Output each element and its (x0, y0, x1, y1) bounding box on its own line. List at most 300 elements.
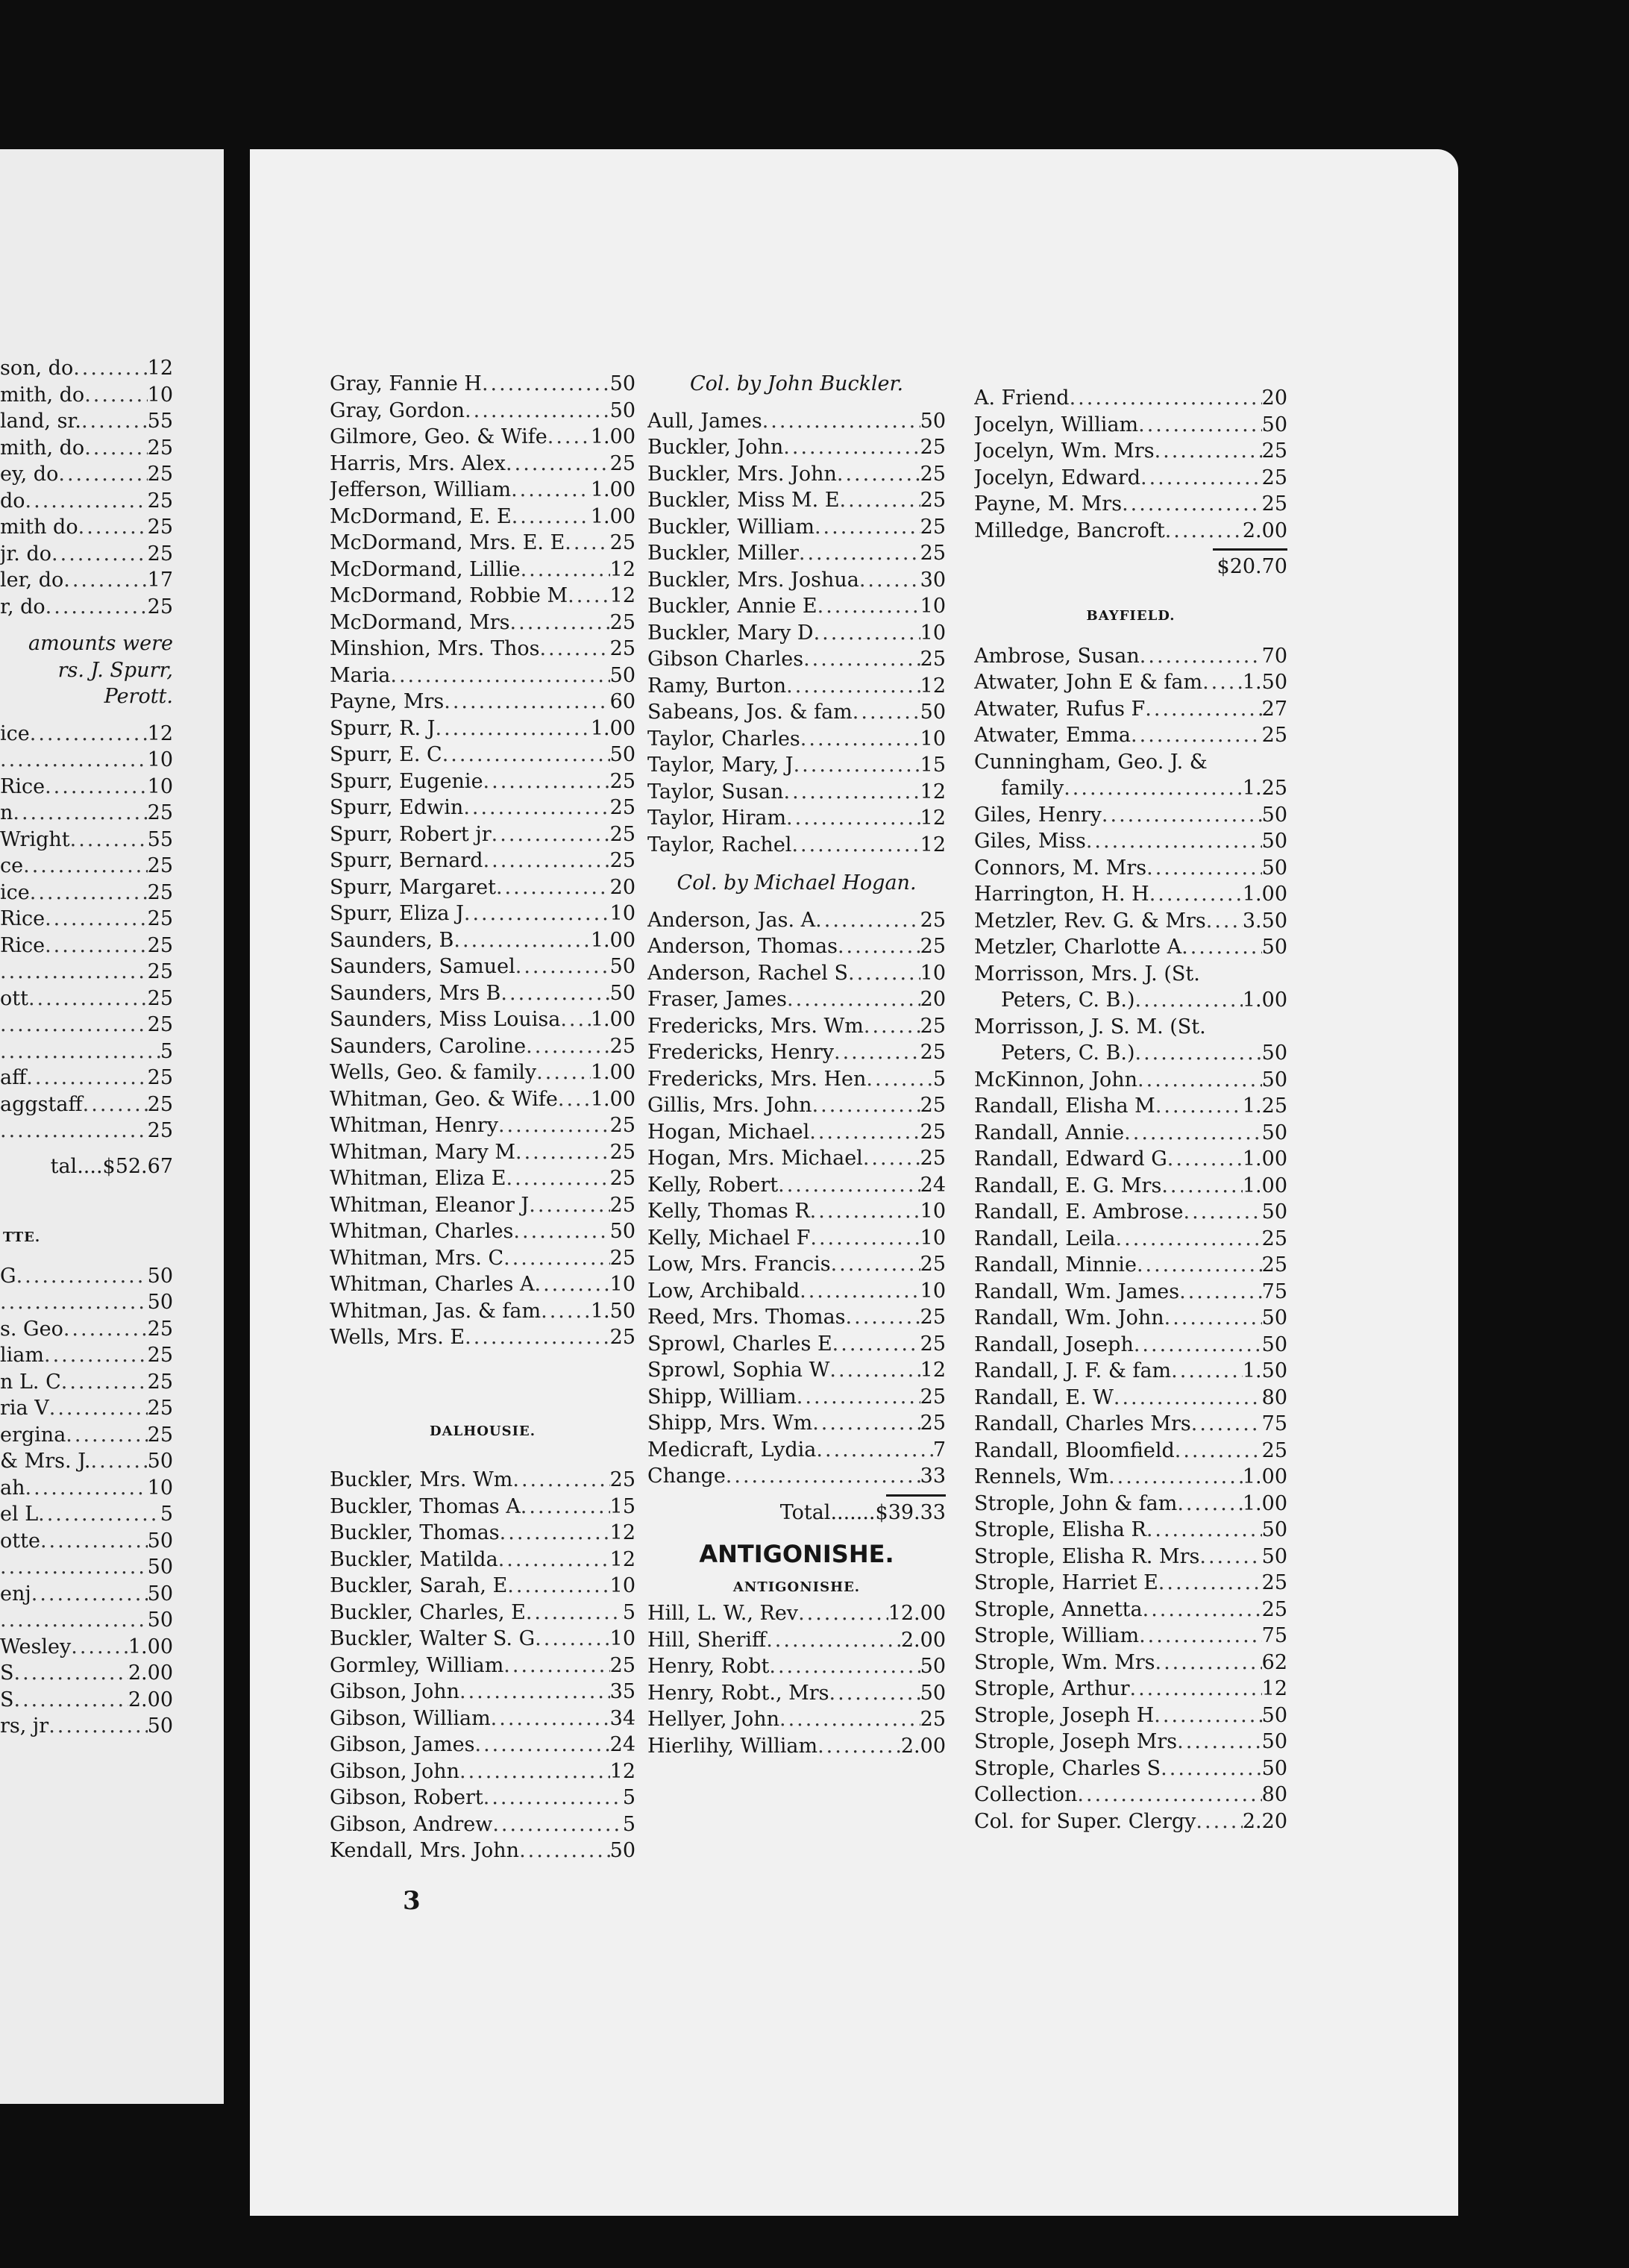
list-item (647, 408, 946, 435)
leader-dots (442, 742, 610, 768)
entry-amount: 25 (920, 935, 946, 958)
leader-dots (45, 594, 148, 621)
leader-dots (71, 1634, 128, 1661)
leader-dots (1155, 1650, 1262, 1676)
leader-dots (797, 1384, 920, 1411)
list-item (647, 832, 946, 859)
list-item (330, 953, 635, 980)
entry-amount: 25 (1261, 1438, 1287, 1462)
leader-dots (521, 1494, 610, 1520)
entry-name: Buckler, John (647, 436, 784, 459)
entry-name: Strople, Joseph H (974, 1703, 1155, 1727)
list-item (330, 874, 635, 901)
list-item (330, 371, 635, 398)
entry-amount: 50 (147, 1608, 173, 1632)
entry-amount: 1.50 (1242, 671, 1287, 694)
leader-dots (798, 1600, 888, 1627)
list-item (974, 749, 1287, 776)
list-item (0, 1554, 173, 1581)
entry-amount: 1.00 (590, 1008, 635, 1031)
leader-dots (519, 1838, 610, 1864)
leader-dots (500, 980, 609, 1007)
entry-amount: 25 (920, 542, 946, 565)
list-item (647, 933, 946, 960)
entry-amount: 25 (920, 1120, 946, 1144)
leader-dots (84, 435, 147, 462)
list-item (0, 1528, 173, 1555)
leader-dots (1135, 1040, 1262, 1067)
entry-name: rs, jr (0, 1714, 49, 1738)
list-item (0, 1369, 173, 1396)
leader-dots (1146, 855, 1262, 882)
list-item (330, 1838, 635, 1864)
entry-name: Spurr, Bernard (330, 849, 483, 872)
entry-name: Jocelyn, Wm. Mrs (974, 439, 1155, 463)
entry-name: jr. do (0, 542, 52, 566)
entry-amount: 1.50 (1242, 1359, 1287, 1382)
entry-amount: 50 (1261, 803, 1287, 827)
entry-amount: 1.25 (1242, 777, 1287, 800)
list-item (974, 934, 1287, 961)
leader-dots (829, 1680, 920, 1707)
entry-name: Randall, Leila (974, 1227, 1116, 1250)
list-item (974, 1438, 1287, 1465)
list-item (974, 438, 1287, 465)
entry-amount: 25 (1261, 439, 1287, 463)
entry-amount: 10 (920, 1226, 946, 1250)
leader-dots (40, 1528, 148, 1555)
entry-name: Whitman, Charles (330, 1220, 514, 1243)
entry-name: mith, do (0, 436, 85, 460)
entry-name: Taylor, Susan (647, 780, 784, 803)
entry-name: enj (0, 1582, 31, 1606)
list-item (330, 927, 635, 954)
entry-amount: 1.50 (590, 1299, 635, 1323)
entry-amount: 1.00 (1242, 1147, 1287, 1171)
entry-amount: 25 (609, 1193, 635, 1217)
entry-name: Morrisson, Mrs. J. (St. (974, 962, 1200, 986)
list-item (0, 880, 173, 906)
leader-dots (0, 1039, 160, 1065)
leader-dots (1179, 1279, 1262, 1306)
entry-amount: 25 (920, 1094, 946, 1117)
list-item (0, 1342, 173, 1369)
leader-dots (1155, 438, 1262, 465)
column-3-total: $20.70 (1217, 555, 1287, 578)
entry-amount: 25 (920, 1332, 946, 1356)
list-item (974, 1199, 1287, 1226)
entry-name: Rennels, Wm (974, 1465, 1109, 1488)
entry-amount: 1.00 (590, 478, 635, 501)
heading-antigonishe: ANTIGONISHE. (732, 1579, 861, 1595)
list-item (0, 1475, 173, 1502)
leader-dots (1181, 934, 1262, 961)
list-item (330, 1165, 635, 1192)
entry-amount: 25 (609, 822, 635, 846)
entry-name: & Mrs. J. (0, 1450, 91, 1473)
entry-amount: 2.00 (128, 1688, 173, 1711)
list-item (974, 722, 1287, 749)
entry-amount: 25 (147, 516, 173, 539)
entry-amount: 55 (147, 410, 173, 433)
entry-amount: 15 (920, 754, 946, 777)
leader-dots (799, 540, 920, 567)
entry-amount: 25 (920, 1014, 946, 1038)
leader-dots (1086, 828, 1262, 855)
list-item (330, 1139, 635, 1166)
entry-amount: 1.00 (1242, 1465, 1287, 1488)
list-item (0, 408, 173, 435)
list-item (330, 1732, 635, 1758)
list-item (0, 1687, 173, 1714)
list-item (974, 908, 1287, 935)
entry-amount: 5 (932, 1067, 946, 1091)
entry-amount: 30 (920, 568, 946, 592)
leader-dots (1139, 1623, 1262, 1650)
list-item (330, 1218, 635, 1245)
entry-name: Wells, Geo. & family (330, 1061, 537, 1084)
entry-amount: 24 (609, 1733, 635, 1756)
entry-name: n L. C (0, 1370, 61, 1394)
list-item (0, 1012, 173, 1039)
leader-dots (465, 398, 610, 425)
list-item (974, 669, 1287, 696)
entry-amount: 75 (1261, 1279, 1287, 1303)
heading-col-by-michael-hogan: Col. by Michael Hogan. (677, 871, 917, 895)
list-item (647, 1437, 946, 1464)
leader-dots (48, 1713, 147, 1740)
entry-name: Payne, Mrs (330, 690, 445, 713)
leader-dots (45, 933, 148, 959)
entry-amount: 25 (609, 1114, 635, 1137)
entry-name: Sprowl, Charles E (647, 1332, 832, 1356)
leader-dots (475, 1732, 610, 1758)
entry-amount: 5 (622, 1812, 635, 1836)
entry-name: ey, do (0, 463, 59, 486)
leader-dots (31, 1581, 148, 1608)
list-item (330, 557, 635, 583)
leader-dots (511, 477, 591, 504)
entry-name: Henry, Robt., Mrs (647, 1681, 829, 1705)
list-item (974, 1332, 1287, 1359)
leader-dots (78, 514, 148, 541)
entry-name: land, sr. (0, 410, 81, 433)
leader-dots (814, 620, 920, 647)
entry-amount: 80 (1261, 1385, 1287, 1409)
col2-rows3 (647, 1600, 946, 1759)
entry-amount: 25 (147, 960, 173, 983)
leader-dots (506, 451, 610, 477)
leader-dots (526, 1033, 610, 1060)
list-item (0, 435, 173, 462)
list-item (330, 821, 635, 848)
leader-dots (1122, 491, 1262, 518)
entry-amount: 25 (147, 463, 173, 486)
entry-name: aff (0, 1066, 27, 1089)
entry-name: Buckler, Miller (647, 542, 799, 565)
col1-rows (330, 371, 635, 1351)
list-item (330, 1626, 635, 1653)
entry-amount: 10 (147, 1476, 173, 1500)
entry-amount: 50 (147, 1556, 173, 1579)
list-item (0, 461, 173, 488)
leader-dots (832, 1331, 920, 1358)
list-item (0, 1634, 173, 1661)
leader-dots (58, 461, 147, 488)
leader-dots (390, 662, 609, 689)
list-item (0, 541, 173, 568)
entry-amount: 2.00 (900, 1734, 946, 1758)
leader-dots (812, 1092, 920, 1119)
list-item (974, 1385, 1287, 1412)
entry-name: Randall, J. F. & fam (974, 1359, 1172, 1382)
entry-amount: 1.00 (590, 928, 635, 952)
leader-dots (535, 1626, 609, 1653)
entry-amount: 1.00 (1242, 883, 1287, 906)
list-item (0, 1713, 173, 1740)
entry-name: Strople, Wm. Mrs (974, 1650, 1155, 1674)
entry-name: Buckler, Thomas A (330, 1494, 521, 1518)
entry-amount: 25 (147, 1370, 173, 1394)
leader-dots (25, 1475, 148, 1502)
list-item (330, 1271, 635, 1298)
list-item (330, 1467, 635, 1494)
entry-amount: 25 (920, 1147, 946, 1170)
list-item (0, 1607, 173, 1634)
entry-name: el L (0, 1503, 39, 1526)
entry-name: Peters, C. B.) (1001, 989, 1135, 1012)
entry-amount: 20 (609, 875, 635, 899)
entry-name: Randall, Minnie (974, 1253, 1137, 1276)
entry-amount: 27 (1261, 697, 1287, 721)
entry-amount: 24 (920, 1173, 946, 1197)
list-item (974, 412, 1287, 439)
list-item (330, 1006, 635, 1033)
entry-name: Whitman, Geo. & Wife (330, 1087, 558, 1111)
entry-name: Gibson, Andrew (330, 1812, 493, 1836)
list-item (330, 1547, 635, 1573)
entry-amount: 25 (147, 801, 173, 824)
list-item (974, 987, 1287, 1014)
list-item (974, 1040, 1287, 1067)
entry-name: Randall, Annie (974, 1121, 1125, 1144)
list-item (974, 696, 1287, 723)
leader-dots (498, 1112, 610, 1139)
list-item (974, 961, 1287, 988)
entry-name: Strople, Annetta (974, 1597, 1143, 1621)
list-item (0, 488, 173, 515)
entry-name: Cunningham, Geo. J. & (974, 750, 1208, 774)
entry-name: Giles, Miss (974, 830, 1086, 853)
entry-amount: 25 (920, 908, 946, 932)
leader-dots (1171, 1358, 1243, 1385)
list-item (974, 1120, 1287, 1147)
entry-name: Gray, Gordon (330, 398, 465, 422)
leader-dots (800, 1278, 920, 1305)
leader-dots (803, 646, 920, 673)
entry-name: Jocelyn, William (974, 413, 1139, 436)
entry-name: Strople, Harriet E (974, 1571, 1158, 1594)
list-item (974, 1597, 1287, 1623)
entry-amount: 10 (147, 748, 173, 771)
leader-dots (1124, 1120, 1261, 1147)
leader-dots (483, 848, 610, 874)
entry-name: Minshion, Mrs. Thos (330, 637, 540, 660)
leader-dots (1143, 1597, 1262, 1623)
entry-amount: 25 (147, 542, 173, 566)
list-item (330, 530, 635, 557)
list-item (647, 986, 946, 1013)
leader-dots (1206, 908, 1243, 935)
entry-name: Gibson, Robert (330, 1786, 483, 1809)
entry-name: A. Friend (974, 386, 1070, 410)
entry-name: Saunders, Samuel (330, 955, 515, 978)
leader-dots (1140, 643, 1262, 670)
leader-dots (1202, 669, 1243, 696)
list-item (647, 1251, 946, 1278)
list-item (330, 504, 635, 530)
entry-name: Low, Mrs. Francis (647, 1253, 831, 1276)
list-item (330, 900, 635, 927)
entry-amount: 15 (609, 1494, 635, 1518)
entry-amount: 25 (609, 451, 635, 475)
entry-name: Randall, E. W (974, 1385, 1114, 1409)
leader-dots (16, 1263, 148, 1290)
entry-name: Atwater, Emma (974, 724, 1131, 747)
entry-amount: 25 (147, 1092, 173, 1116)
entry-amount: 25 (147, 1066, 173, 1089)
list-item (647, 1600, 946, 1627)
entry-amount: 50 (920, 1681, 946, 1705)
entry-amount: 2.00 (900, 1628, 946, 1652)
entry-amount: 10 (147, 383, 173, 407)
leader-dots (1158, 1570, 1262, 1597)
leader-dots (1131, 722, 1262, 749)
entry-amount: 10 (920, 727, 946, 751)
column-3 (974, 385, 1287, 1835)
entry-amount: 75 (1261, 1412, 1287, 1435)
leader-dots (492, 1811, 622, 1838)
list-item (974, 1279, 1287, 1306)
entry-amount: 62 (1261, 1650, 1287, 1674)
entry-amount: 50 (147, 1714, 173, 1738)
entry-amount: 50 (1261, 1068, 1287, 1091)
leader-dots (800, 726, 920, 753)
entry-amount: 25 (920, 462, 946, 486)
list-item (647, 1066, 946, 1093)
entry-name: Morrisson, J. S. M. (St. (974, 1015, 1206, 1039)
list-item (647, 960, 946, 987)
entry-amount: 12 (1261, 1677, 1287, 1700)
list-item (974, 1729, 1287, 1755)
entry-name: Hogan, Michael (647, 1120, 810, 1144)
list-item (647, 726, 946, 753)
entry-name: Anderson, Rachel S (647, 961, 848, 985)
list-item (330, 424, 635, 451)
entry-amount: 25 (609, 1167, 635, 1190)
leader-dots (453, 927, 590, 954)
list-item (330, 477, 635, 504)
entry-amount: 25 (609, 1653, 635, 1677)
entry-amount: 25 (147, 1423, 173, 1447)
list-item (0, 1581, 173, 1608)
leader-dots (786, 673, 920, 700)
leader-dots (529, 1192, 609, 1219)
leader-dots (83, 1091, 148, 1118)
entry-name: Spurr, Margaret (330, 875, 496, 899)
list-item (647, 1627, 946, 1654)
entry-name: McDormand, Lillie (330, 557, 521, 581)
entry-name: Randall, E. Ambrose (974, 1200, 1184, 1224)
list-item (0, 567, 173, 594)
list-item (0, 1263, 173, 1290)
leader-dots (81, 408, 148, 435)
entry-amount: 60 (609, 690, 635, 713)
entry-name: Spurr, E. C (330, 743, 442, 766)
entry-name: Sabeans, Jos. & fam (647, 701, 853, 724)
leader-dots (1140, 465, 1262, 492)
entry-amount: 50 (920, 409, 946, 433)
leader-dots (491, 1705, 610, 1732)
entry-amount: 25 (147, 1397, 173, 1420)
entry-amount: 50 (1261, 856, 1287, 880)
entry-name: Medicraft, Lydia (647, 1438, 817, 1462)
leader-dots (816, 1437, 932, 1464)
note-line: Perott. (104, 685, 173, 708)
entry-amount: 25 (147, 933, 173, 957)
list-item (647, 752, 946, 779)
entry-name: Spurr, Edwin (330, 796, 464, 819)
leader-dots (459, 1679, 610, 1705)
antigonishe-collection-total: Total.......$39.33 (779, 1500, 946, 1524)
entry-name: Reed, Mrs. Thomas (647, 1306, 846, 1329)
list-item (647, 461, 946, 488)
entry-amount: 50 (1261, 1544, 1287, 1568)
entry-name: Saunders, B (330, 928, 454, 952)
leader-dots (1137, 1252, 1262, 1279)
entry-amount: 50 (1261, 830, 1287, 853)
entry-name: Randall, E. G. Mrs (974, 1174, 1162, 1197)
entry-amount: 50 (147, 1450, 173, 1473)
entry-amount: 25 (147, 854, 173, 877)
list-item (974, 1808, 1287, 1835)
leader-dots (25, 488, 148, 515)
entry-amount: 50 (1261, 1306, 1287, 1329)
entry-name: Taylor, Rachel (647, 833, 792, 856)
entry-name: Taylor, Charles (647, 727, 800, 751)
leader-dots (1184, 1199, 1262, 1226)
list-item (647, 1357, 946, 1384)
entry-name: Gibson, John (330, 1680, 460, 1703)
list-item (330, 1653, 635, 1679)
entry-amount: 1.25 (1242, 1094, 1287, 1118)
entry-amount: 1.00 (590, 1061, 635, 1084)
leader-dots (1167, 1146, 1243, 1173)
list-item (0, 1289, 173, 1316)
heading-antigonishe-county: ANTIGONISHE. (699, 1539, 894, 1568)
leader-dots (492, 821, 610, 848)
entry-amount: 50 (1261, 1200, 1287, 1224)
list-item (647, 434, 946, 461)
leader-dots (853, 699, 920, 726)
list-item (647, 1225, 946, 1252)
list-item (0, 1039, 173, 1065)
entry-name: Whitman, Henry (330, 1114, 498, 1137)
entry-name: Kelly, Thomas R (647, 1200, 810, 1223)
list-item (974, 881, 1287, 908)
entry-name: Randall, Wm. John (974, 1306, 1164, 1329)
entry-amount: 12 (609, 584, 635, 607)
